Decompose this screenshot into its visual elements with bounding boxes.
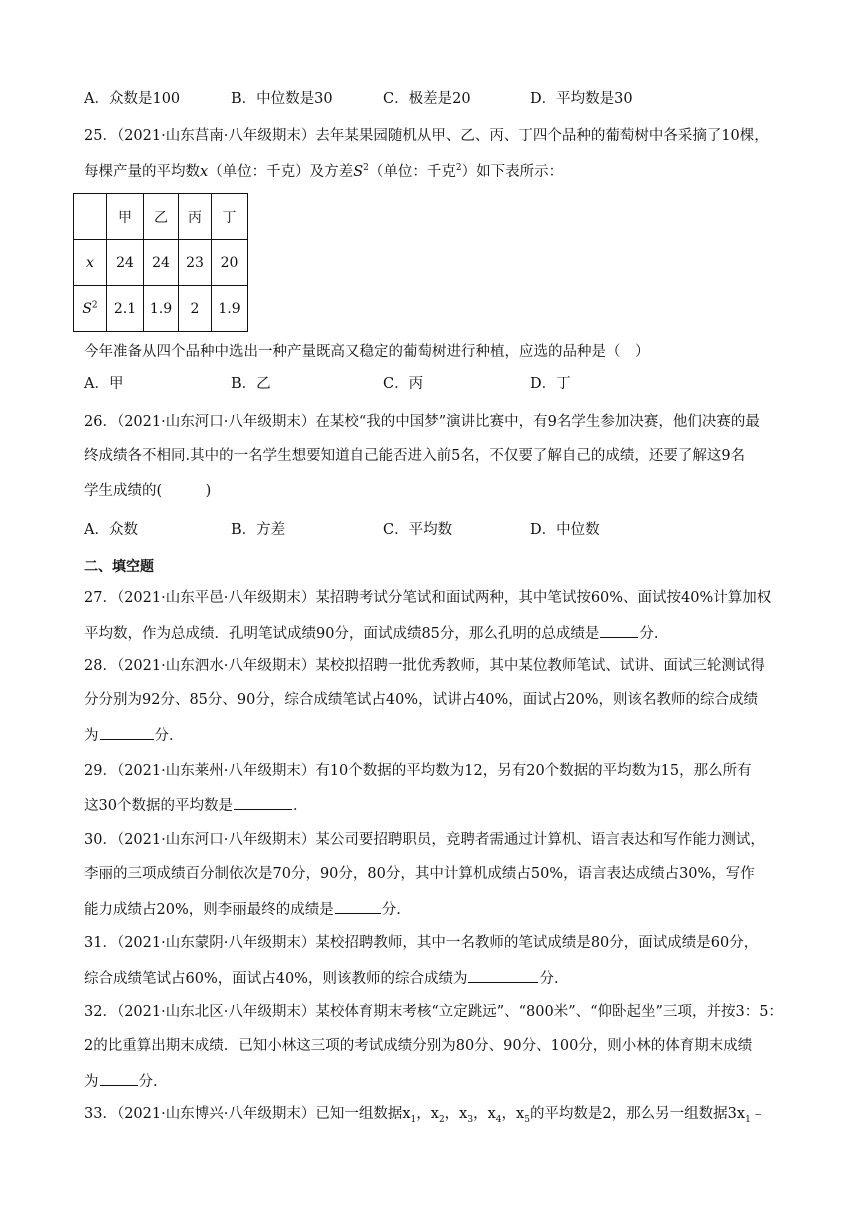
table-cell: 2 [179, 286, 212, 332]
q26-line-1: 26．（2021·山东河口·八年级期末）在某校“我的中国梦”演讲比赛中，有9名学生参加决赛，他们决赛的最 [84, 414, 760, 430]
answer-blank [335, 898, 381, 914]
q33-x: ，x [473, 1106, 496, 1122]
table-header-cell: 乙 [144, 194, 179, 240]
q25-option-d: D．丁 [530, 376, 571, 392]
table-header-cell: 丁 [212, 194, 248, 240]
q25-text-d: ）如下表所示： [461, 164, 564, 180]
q33-x: ，x [416, 1106, 439, 1122]
q28-unit: 分． [154, 728, 184, 744]
q33-minus: ﹣ [750, 1106, 766, 1122]
q26-option-b: B．方差 [231, 522, 286, 538]
q25-option-c: C．丙 [383, 376, 424, 392]
q24-option-a: A．众数是100 [84, 91, 181, 107]
q24-option-b: B．中位数是30 [231, 91, 333, 107]
q25-data-table [73, 193, 248, 332]
q27-line-2 [84, 622, 659, 644]
q32-text: 为 [84, 1074, 99, 1090]
table-header-row [74, 194, 248, 240]
table-cell: 20 [212, 240, 248, 286]
table-header-cell: 丙 [179, 194, 212, 240]
q25-option-a: A．甲 [84, 376, 124, 392]
q25-symbol-x: x [200, 164, 209, 180]
answer-blank [234, 794, 292, 810]
q28-line-3 [84, 724, 184, 746]
table-corner-cell [74, 194, 107, 240]
q33-x: ，x [444, 1106, 468, 1122]
q28-line-1: 28．（2021·山东泗水·八年级期末）某校拟招聘一批优秀教师，其中某位教师笔试、试讲、面试三轮测试得 [84, 658, 765, 674]
q31-line-1: 31．（2021·山东蒙阴·八年级期末）某校招聘教师，其中一名教师的笔试成绩是80分，面试成绩是60分， [84, 935, 759, 951]
q25-option-b: B．乙 [231, 376, 271, 392]
answer-blank [600, 622, 638, 638]
table-cell: 1.9 [144, 286, 179, 332]
q25-line-1: 25．（2021·山东莒南·八年级期末）去年某果园随机从甲、乙、丙、丁四个品种的葡萄树中各采摘了10棵， [84, 128, 769, 144]
table-cell: 24 [144, 240, 179, 286]
q29-end: ． [292, 798, 308, 814]
table-cell: 1.9 [212, 286, 248, 332]
q25-text-b: （单位：千克）及方差 [208, 164, 354, 180]
q25-line-2: 每棵产量的平均数x（单位：千克）及方差$S^2$（单位：千克$^2$）如下表所示： [84, 163, 564, 180]
q28-line-2: 分分别为92分、85分、90分，综合成绩笔试占40%，试讲占40%，面试占20%，则该名教师的综合成绩 [84, 692, 759, 708]
answer-blank [468, 967, 538, 983]
q32-line-2: 2的比重算出期末成绩．已知小林这三项的考试成绩分别为80分、90分、100分，则小林的体育期末成绩 [84, 1038, 753, 1054]
table-header-cell: 甲 [107, 194, 144, 240]
q31-unit: 分. [539, 971, 559, 987]
q31-text: 综合成绩笔试占60%，面试占40%，则该教师的综合成绩为 [84, 971, 468, 987]
table-row-mean [74, 240, 248, 286]
answer-blank [100, 1070, 138, 1086]
q24-option-d: D．平均数是30 [530, 91, 633, 107]
q26-line-3: 学生成绩的( ) [84, 483, 212, 499]
q33-x: ，x [501, 1106, 525, 1122]
q31-line-2 [84, 967, 559, 989]
q33-text-b: 的平均数是2，那么另一组数据3x [529, 1106, 746, 1122]
q32-unit: 分. [138, 1074, 158, 1090]
q26-option-a: A．众数 [84, 522, 138, 538]
q30-line-3 [84, 898, 401, 920]
q29-text: 这30个数据的平均数是 [84, 798, 233, 814]
table-row-label: $S^2$ [74, 286, 107, 332]
q29-line-2 [84, 794, 307, 816]
q26-line-2: 终成绩各不相同.其中的一名学生想要知道自己能否进入前5名，不仅要了解自己的成绩，还要了解这9名 [84, 448, 746, 464]
q32-line-1: 32．（2021·山东北区·八年级期末）某校体育期末考核“立定跳远”、“800米”、“仰卧起坐”三项，并按3：5： [84, 1004, 783, 1020]
q29-line-1: 29．（2021·山东莱州·八年级期末）有10个数据的平均数为12，另有20个数据的平均数为15，那么所有 [84, 763, 752, 779]
q27-unit: 分. [639, 626, 659, 642]
q26-option-d: D．中位数 [530, 522, 600, 538]
q32-line-3 [84, 1070, 158, 1092]
q27-text: 平均数，作为总成绩．孔明笔试成绩90分，面试成绩85分，那么孔明的总成绩是 [84, 626, 600, 642]
table-cell: 23 [179, 240, 212, 286]
q30-line-1: 30．（2021·山东河口·八年级期末）某公司要招聘职员，竞聘者需通过计算机、语言表达和写作能力测试， [84, 832, 765, 848]
q28-text: 为 [84, 728, 99, 744]
table-row-label: x [74, 240, 107, 286]
q25-symbol-s: S [353, 164, 364, 180]
q30-text: 能力成绩占20%，则李丽最终的成绩是 [84, 902, 334, 918]
q25-question: 今年准备从四个品种中选出一种产量既高又稳定的葡萄树进行种植，应选的品种是（ ） [84, 344, 650, 360]
q26-option-c: C．平均数 [383, 522, 453, 538]
q30-unit: 分. [381, 902, 401, 918]
table-cell: 24 [107, 240, 144, 286]
q25-text-a: 每棵产量的平均数 [84, 164, 200, 180]
q24-option-c: C．极差是20 [383, 91, 471, 107]
table-cell: 2.1 [107, 286, 144, 332]
q33-text-a: 33．（2021·山东博兴·八年级期末）已知一组数据 [84, 1106, 403, 1122]
answer-blank [100, 724, 154, 740]
q30-line-2: 李丽的三项成绩百分制依次是70分，90分，80分，其中计算机成绩占50%，语言表达成绩占30%，写作 [84, 866, 755, 882]
q33-x: x [402, 1106, 411, 1122]
section-title: 二、填空题 [84, 559, 154, 575]
table-symbol-s: S [82, 300, 92, 317]
table-row-variance [74, 286, 248, 332]
q27-line-1: 27．（2021·山东平邑·八年级期末）某招聘考试分笔试和面试两种，其中笔试按60%、面试按40%计算加权 [84, 590, 772, 606]
q33-line-1: 33．（2021·山东博兴·八年级期末）已知一组数据$x_1$，$x_2$，$x_3$，$x_4$，$x_5$的平均数是2，那么另一组数据$3x_1﹣$ [84, 1106, 766, 1125]
q25-text-c: （单位：千克 [368, 164, 456, 180]
